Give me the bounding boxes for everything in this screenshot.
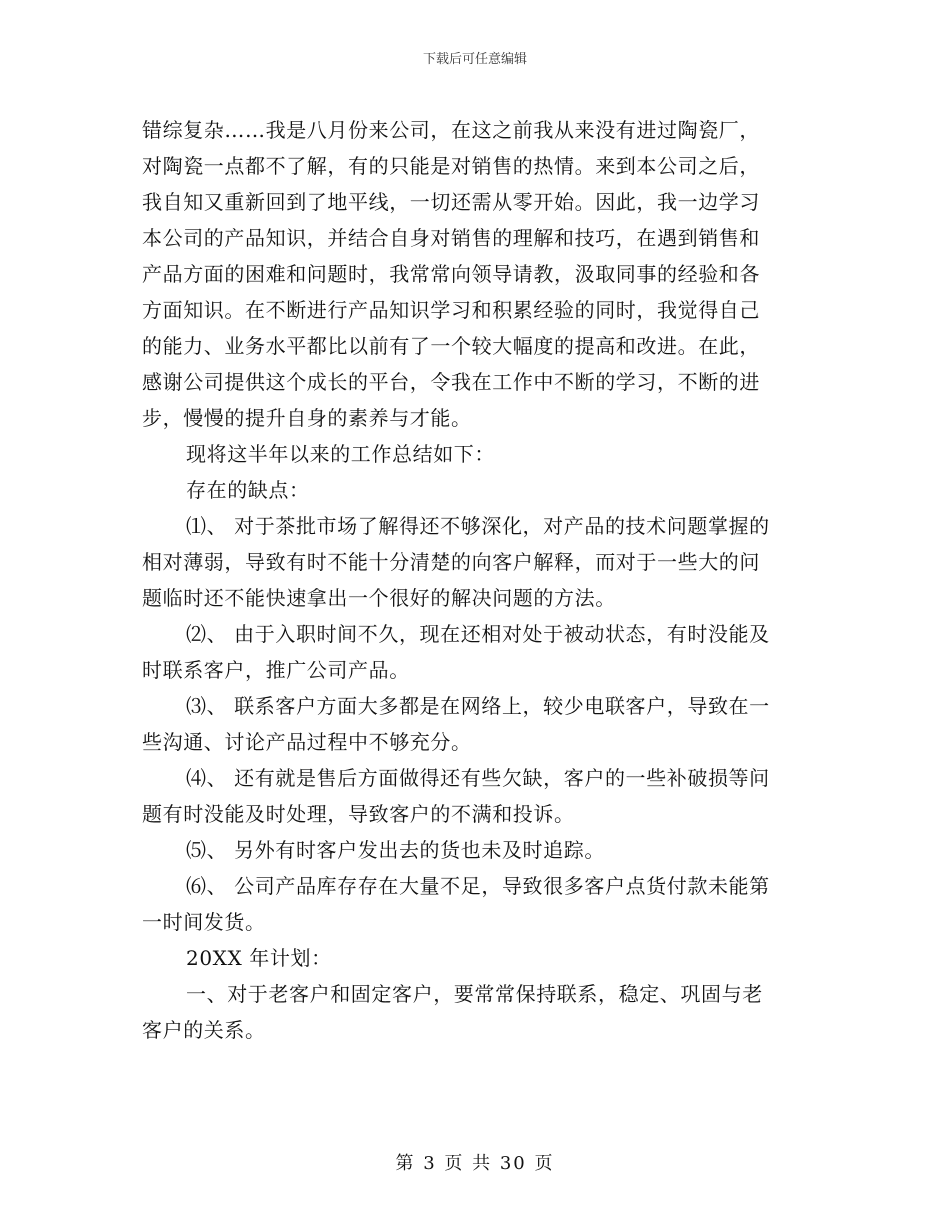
text-line: 些沟通、讨论产品过程中不够充分。 xyxy=(142,730,472,754)
list-item-5: ⑸、 另外有时客户发出去的货也未及时追踪。 xyxy=(186,838,605,862)
page-number-footer: 第 3 页 共 30 页 xyxy=(395,1153,555,1174)
section-intro: 现将这半年以来的工作总结如下： xyxy=(186,442,495,466)
text-line: 题有时没能及时处理，导致客户的不满和投诉。 xyxy=(142,802,575,826)
text-line: 方面知识。在不断进行产品知识学习和积累经验的同时，我觉得自己 xyxy=(142,298,760,322)
text-line: 时联系客户，推广公司产品。 xyxy=(142,658,410,682)
plan-item-1: 一、对于老客户和固定客户，要常常保持联系，稳定、巩固与老 xyxy=(186,982,763,1006)
list-item-4: ⑷、 还有就是售后方面做得还有些欠缺，客户的一些补破损等问 xyxy=(186,766,770,790)
text-line: 步，慢慢的提升自身的素养与才能。 xyxy=(142,406,472,430)
text-line: 客户的关系。 xyxy=(142,1018,266,1042)
text-line: 对陶瓷一点都不了解，有的只能是对销售的热情。来到本公司之后， xyxy=(142,154,760,178)
section-heading-shortcomings: 存在的缺点： xyxy=(186,478,310,502)
list-item-2: ⑵、 由于入职时间不久，现在还相对处于被动状态，有时没能及 xyxy=(186,622,770,646)
list-item-3: ⑶、 联系客户方面大多都是在网络上，较少电联客户，导致在一 xyxy=(186,694,770,718)
text-line: 本公司的产品知识，并结合自身对销售的理解和技巧，在遇到销售和 xyxy=(142,226,760,250)
section-heading-plan: 20XX 年计划： xyxy=(186,946,332,970)
text-line: 错综复杂……我是八月份来公司，在这之前我从来没有进过陶瓷厂， xyxy=(142,118,760,142)
list-item-1: ⑴、 对于茶批市场了解得还不够深化，对产品的技术问题掌握的 xyxy=(186,514,770,538)
list-item-6: ⑹、 公司产品库存存在大量不足，导致很多客户点货付款未能第 xyxy=(186,874,770,898)
text-line: 相对薄弱，导致有时不能十分清楚的向客户解释，而对于一些大的问 xyxy=(142,550,760,574)
page-header: 下载后可任意编辑 xyxy=(422,52,527,67)
text-line: 感谢公司提供这个成长的平台，令我在工作中不断的学习，不断的进 xyxy=(142,370,760,394)
text-line: 一时间发货。 xyxy=(142,910,266,934)
text-line: 题临时还不能快速拿出一个很好的解决问题的方法。 xyxy=(142,586,616,610)
text-line: 我自知又重新回到了地平线，一切还需从零开始。因此，我一边学习 xyxy=(142,190,760,214)
document-body xyxy=(142,112,810,1048)
text-line: 的能力、业务水平都比以前有了一个较大幅度的提高和改进。在此， xyxy=(142,334,760,358)
text-line: 产品方面的困难和问题时，我常常向领导请教，汲取同事的经验和各 xyxy=(142,262,760,286)
